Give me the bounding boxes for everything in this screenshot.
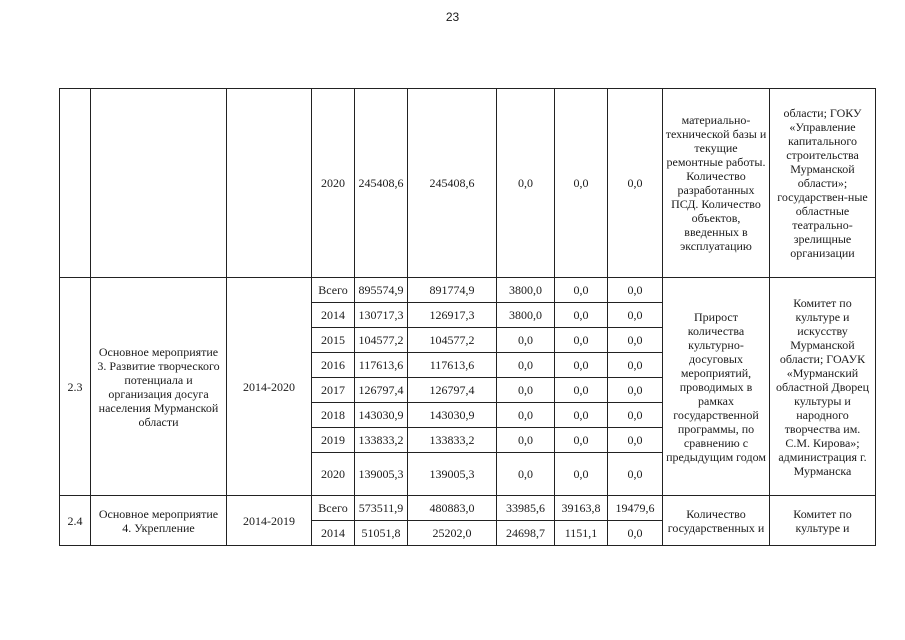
total-cell: 104577,2 — [355, 328, 408, 353]
year-cell: 2020 — [312, 89, 355, 278]
indicator-cell: Прирост количества культурно-досуговых мероприятий, проводимых в рамках государственной программы, по сравнению с предыдущим годом — [663, 278, 770, 496]
regional-cell: 891774,9 — [408, 278, 497, 303]
local-cell: 0,0 — [555, 353, 608, 378]
year-cell: Всего — [312, 278, 355, 303]
local-cell: 0,0 — [555, 278, 608, 303]
total-cell: 895574,9 — [355, 278, 408, 303]
year-cell: 2020 — [312, 453, 355, 496]
federal-cell: 0,0 — [497, 89, 555, 278]
federal-cell: 0,0 — [497, 378, 555, 403]
year-cell: 2015 — [312, 328, 355, 353]
year-cell: 2014 — [312, 303, 355, 328]
year-cell: 2016 — [312, 353, 355, 378]
federal-cell: 0,0 — [497, 403, 555, 428]
measure-name-cell: Основное мероприятие 4. Укрепление — [91, 496, 227, 546]
period-cell — [227, 89, 312, 278]
regional-cell: 126917,3 — [408, 303, 497, 328]
total-cell: 139005,3 — [355, 453, 408, 496]
local-cell: 0,0 — [555, 378, 608, 403]
total-cell: 245408,6 — [355, 89, 408, 278]
local-cell: 39163,8 — [555, 496, 608, 521]
federal-cell: 24698,7 — [497, 521, 555, 546]
federal-cell: 3800,0 — [497, 303, 555, 328]
table-row — [60, 89, 876, 278]
other-cell: 0,0 — [608, 403, 663, 428]
period-cell: 2014-2020 — [227, 278, 312, 496]
regional-cell: 133833,2 — [408, 428, 497, 453]
page-number: 23 — [445, 10, 460, 24]
total-cell: 51051,8 — [355, 521, 408, 546]
local-cell: 0,0 — [555, 403, 608, 428]
year-cell: Всего — [312, 496, 355, 521]
local-cell: 0,0 — [555, 428, 608, 453]
local-cell: 0,0 — [555, 328, 608, 353]
other-cell: 19479,6 — [608, 496, 663, 521]
regional-cell: 117613,6 — [408, 353, 497, 378]
local-cell: 0,0 — [555, 453, 608, 496]
indicator-cell: материально-технической базы и текущие ремонтные работы. Количество разработанных ПСД. Количество объектов, введенных в эксплуатацию — [663, 89, 770, 278]
other-cell: 0,0 — [608, 303, 663, 328]
regional-cell: 139005,3 — [408, 453, 497, 496]
row-number-cell: 2.4 — [60, 496, 91, 546]
federal-cell: 3800,0 — [497, 278, 555, 303]
measure-name-cell — [91, 89, 227, 278]
table-row — [60, 496, 876, 521]
executor-cell: области; ГОКУ «Управление капитального строительства Мурманской области»; государствен-ные областные театрально-зрелищные организации — [770, 89, 876, 278]
federal-cell: 0,0 — [497, 453, 555, 496]
local-cell: 0,0 — [555, 303, 608, 328]
other-cell: 0,0 — [608, 521, 663, 546]
total-cell: 573511,9 — [355, 496, 408, 521]
total-cell: 143030,9 — [355, 403, 408, 428]
row-number-cell — [60, 89, 91, 278]
executor-cell: Комитет по культуре и — [770, 496, 876, 546]
total-cell: 130717,3 — [355, 303, 408, 328]
other-cell: 0,0 — [608, 353, 663, 378]
measure-name-cell: Основное мероприятие 3. Развитие творческого потенциала и организация досуга населения Мурманской области — [91, 278, 227, 496]
total-cell: 117613,6 — [355, 353, 408, 378]
other-cell: 0,0 — [608, 89, 663, 278]
program-table — [59, 88, 876, 546]
executor-cell: Комитет по культуре и искусству Мурманской области; ГОАУК «Мурманский областной Дворец культуры и народного творчества им. С.М. Кирова»; администрация г. Мурманска — [770, 278, 876, 496]
regional-cell: 480883,0 — [408, 496, 497, 521]
federal-cell: 33985,6 — [497, 496, 555, 521]
indicator-cell: Количество государственных и — [663, 496, 770, 546]
other-cell: 0,0 — [608, 378, 663, 403]
other-cell: 0,0 — [608, 428, 663, 453]
regional-cell: 104577,2 — [408, 328, 497, 353]
other-cell: 0,0 — [608, 278, 663, 303]
year-cell: 2018 — [312, 403, 355, 428]
other-cell: 0,0 — [608, 328, 663, 353]
regional-cell: 126797,4 — [408, 378, 497, 403]
period-cell: 2014-2019 — [227, 496, 312, 546]
total-cell: 126797,4 — [355, 378, 408, 403]
federal-cell: 0,0 — [497, 353, 555, 378]
regional-cell: 245408,6 — [408, 89, 497, 278]
year-cell: 2017 — [312, 378, 355, 403]
row-number-cell: 2.3 — [60, 278, 91, 496]
year-cell: 2014 — [312, 521, 355, 546]
total-cell: 133833,2 — [355, 428, 408, 453]
other-cell: 0,0 — [608, 453, 663, 496]
year-cell: 2019 — [312, 428, 355, 453]
local-cell: 1151,1 — [555, 521, 608, 546]
federal-cell: 0,0 — [497, 328, 555, 353]
local-cell: 0,0 — [555, 89, 608, 278]
regional-cell: 143030,9 — [408, 403, 497, 428]
federal-cell: 0,0 — [497, 428, 555, 453]
regional-cell: 25202,0 — [408, 521, 497, 546]
table-row — [60, 278, 876, 303]
